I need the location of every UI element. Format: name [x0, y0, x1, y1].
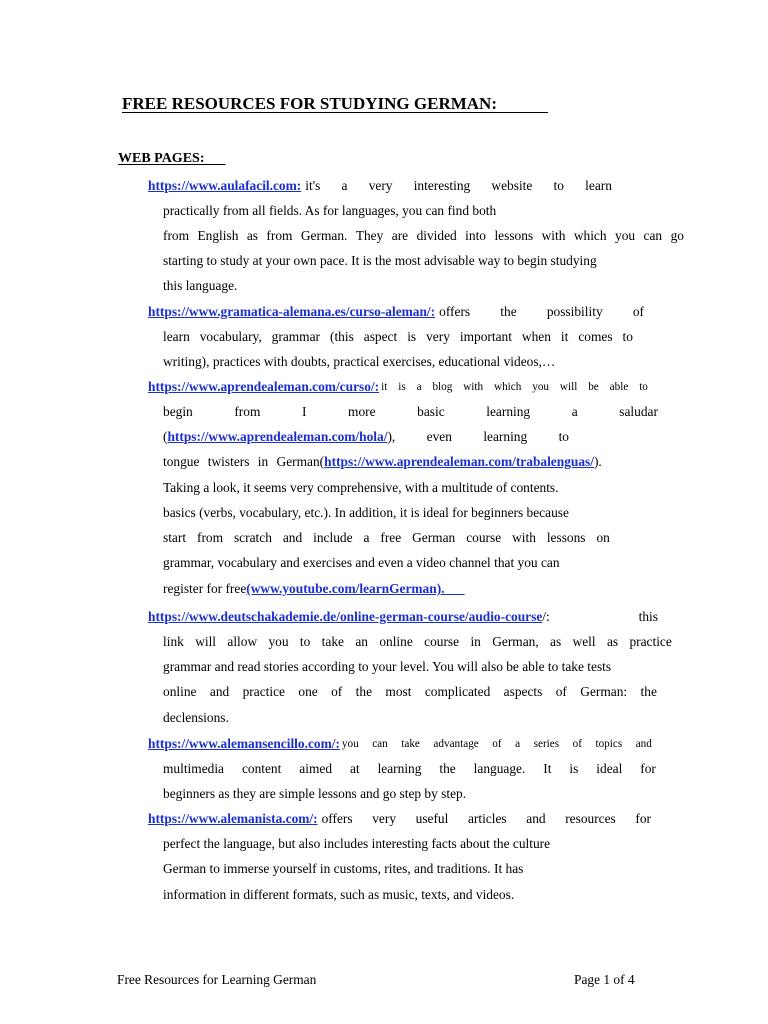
word: German:: [580, 684, 628, 699]
body-line: Taking a look, it seems very comprehensive, with a multitude of contents.: [163, 480, 559, 495]
word: learn: [163, 329, 190, 344]
word: free: [380, 530, 402, 545]
word: I: [301, 404, 307, 419]
word: interesting: [413, 178, 471, 193]
lead-text: [342, 736, 652, 753]
list-item: [143, 304, 644, 321]
word: for: [640, 761, 656, 776]
word: allow: [227, 634, 258, 649]
resource-link[interactable]: https://www.deutschakademie.de/online-german-course/audio-course: [148, 609, 543, 624]
word: a: [515, 738, 521, 750]
word: It: [543, 761, 552, 776]
bullet-lead: [143, 178, 301, 195]
word: the: [439, 761, 456, 776]
word: to: [299, 634, 311, 649]
youtube-link[interactable]: (www.youtube.com/learnGerman).: [246, 581, 465, 596]
word: very: [426, 329, 450, 344]
word: They: [355, 228, 384, 243]
page-number: Page 1 of 4: [574, 972, 635, 987]
word: well: [572, 634, 596, 649]
word: will: [195, 634, 217, 649]
word: at: [349, 761, 360, 776]
word: from: [163, 228, 190, 243]
section-heading-web-pages: WEB PAGES:: [118, 151, 226, 166]
word: is: [569, 761, 579, 776]
word: be: [588, 381, 599, 393]
word: as: [606, 634, 619, 649]
word: course: [424, 634, 460, 649]
word: the: [500, 304, 517, 319]
close-paren: ).: [593, 454, 602, 469]
word: you: [615, 228, 636, 243]
footer-title: Free Resources for Learning German: [117, 972, 317, 987]
word: practice: [242, 684, 285, 699]
word: to: [639, 381, 648, 393]
word: from: [266, 228, 293, 243]
bullet-lead: [143, 379, 379, 396]
resource-link[interactable]: https://www.aprendealeman.com/trabalenguas/: [324, 454, 594, 469]
word: very: [368, 178, 393, 193]
body-line: declensions.: [163, 710, 229, 725]
word: and: [282, 530, 303, 545]
body-line: [163, 634, 672, 650]
word: link: [163, 634, 184, 649]
word: most: [385, 684, 412, 699]
word: on: [596, 530, 610, 545]
link-group: [163, 429, 395, 445]
word: go: [670, 228, 684, 243]
body-line: German to immerse yourself in customs, rites, and traditions. It has: [163, 861, 524, 876]
body-line: practically from all fields. As for languages, you can find both: [163, 203, 497, 218]
body-line: [163, 581, 465, 597]
document-title: FREE RESOURCES FOR STUDYING GERMAN:: [122, 94, 548, 113]
word: vocabulary,: [199, 329, 262, 344]
word: German,: [492, 634, 539, 649]
word: offers: [321, 811, 353, 826]
word: take: [401, 738, 420, 750]
word: with: [512, 530, 536, 545]
word: in: [470, 634, 481, 649]
word: of: [572, 738, 582, 750]
body-line: [163, 404, 658, 420]
word: which: [494, 381, 522, 393]
word: a: [416, 381, 422, 393]
word: to: [622, 329, 633, 344]
word: take: [321, 634, 344, 649]
resource-link[interactable]: https://www.aprendealeman.com/hola/: [167, 429, 388, 444]
word: complicated: [424, 684, 491, 699]
word: a: [341, 178, 348, 193]
word: the: [640, 684, 657, 699]
word: ideal: [596, 761, 623, 776]
word: learning: [377, 761, 422, 776]
word: you: [341, 738, 359, 750]
body-line: [163, 530, 610, 546]
resource-link[interactable]: https://www.aulafacil.com:: [148, 178, 302, 193]
bullet-lead: [143, 609, 550, 626]
list-item: [143, 736, 652, 753]
word: articles: [467, 811, 507, 826]
word: advantage: [433, 738, 479, 750]
word: are: [391, 228, 409, 243]
list-item: [143, 379, 648, 396]
word: which: [573, 228, 607, 243]
word: very: [372, 811, 397, 826]
word: the: [355, 684, 373, 699]
word: basic: [417, 404, 445, 419]
word: ),: [387, 429, 396, 444]
body-line: writing), practices with doubts, practical exercises, educational videos,…: [163, 354, 556, 369]
word: grammar: [271, 329, 321, 344]
body-line: perfect the language, but also includes interesting facts about the culture: [163, 836, 551, 851]
word: and: [635, 738, 652, 750]
word: it: [381, 381, 388, 393]
word: lessons: [494, 228, 534, 243]
word: as: [246, 228, 258, 243]
bullet-lead: [143, 811, 318, 828]
word: useful: [415, 811, 449, 826]
word: you: [268, 634, 289, 649]
word: an: [355, 634, 368, 649]
word: website: [491, 178, 533, 193]
word: can: [372, 738, 388, 750]
word: scratch: [233, 530, 272, 545]
word: more: [348, 404, 376, 419]
word: learning: [486, 404, 531, 419]
word: begin: [163, 404, 193, 419]
word: of: [632, 304, 644, 319]
body-line: grammar, vocabulary and exercises and even a video channel that you can: [163, 555, 560, 570]
word: of: [555, 684, 567, 699]
resource-link[interactable]: https://www.gramatica-alemana.es/curso-aleman/:: [148, 304, 436, 319]
word: can: [643, 228, 663, 243]
word: learn: [585, 178, 612, 193]
open-paren: (: [163, 429, 168, 444]
word: aspects: [503, 684, 543, 699]
word: series: [533, 738, 560, 750]
word: online: [379, 634, 413, 649]
list-item: [143, 178, 612, 195]
word: language.: [473, 761, 526, 776]
word: to: [558, 429, 569, 444]
word: course: [466, 530, 502, 545]
text-run: register for free: [163, 581, 247, 596]
word: able: [609, 381, 629, 393]
list-item: [143, 811, 651, 828]
word: content: [241, 761, 282, 776]
word: with: [463, 381, 484, 393]
word: lessons: [546, 530, 586, 545]
list-item: [143, 609, 658, 626]
body-line: beginners as they are simple lessons and go step by step.: [163, 786, 467, 801]
word: topics: [595, 738, 623, 750]
bullet-lead: [143, 736, 340, 753]
resource-link[interactable]: https://www.alemansencillo.com/:: [148, 736, 340, 751]
word: possibility: [546, 304, 603, 319]
word: and: [526, 811, 546, 826]
body-line: [163, 684, 657, 700]
word: a: [571, 404, 578, 419]
word: blog: [432, 381, 453, 393]
lead-text: [439, 304, 644, 321]
word: practice: [629, 634, 672, 649]
body-line: [163, 429, 569, 445]
body-line: [163, 454, 602, 470]
body-line: [163, 761, 656, 777]
word: German.: [300, 228, 348, 243]
word: it: [560, 329, 569, 344]
word: into: [465, 228, 487, 243]
word: learning: [483, 429, 528, 444]
word: saludar: [619, 404, 658, 419]
word: for: [635, 811, 651, 826]
word: multimedia: [163, 761, 224, 776]
lead-text: [305, 178, 612, 195]
word: even: [426, 429, 452, 444]
word: resources: [565, 811, 616, 826]
word: aspect: [363, 329, 398, 344]
word: to: [553, 178, 564, 193]
body-line: starting to study at your own pace. It is the most advisable way to begin studying: [163, 253, 597, 268]
url-suffix: /:: [542, 609, 550, 624]
word: German: [412, 530, 456, 545]
word: is: [407, 329, 417, 344]
resource-link[interactable]: https://www.alemanista.com/:: [148, 811, 318, 826]
word: comes: [578, 329, 613, 344]
word: when: [521, 329, 551, 344]
word: divided: [416, 228, 457, 243]
word: with: [541, 228, 566, 243]
word: it's: [305, 178, 321, 193]
word: online: [163, 684, 197, 699]
word: and: [209, 684, 230, 699]
word: of: [492, 738, 502, 750]
word: offers: [439, 304, 471, 319]
word: from: [197, 530, 224, 545]
word: aimed: [299, 761, 333, 776]
body-line: [163, 329, 633, 345]
lead-text: this: [638, 609, 658, 624]
body-line: grammar and read stories according to your level. You will also be able to take tests: [163, 659, 612, 674]
body-line: information in different formats, such as music, texts, and videos.: [163, 887, 515, 902]
lead-text: [322, 811, 651, 828]
text-run: tongue twisters in German(: [163, 454, 325, 469]
body-line: [163, 228, 684, 244]
word: English: [197, 228, 239, 243]
word: you: [532, 381, 550, 393]
body-line: basics (verbs, vocabulary, etc.). In addition, it is ideal for beginners because: [163, 505, 569, 520]
word: a: [363, 530, 370, 545]
word: one: [298, 684, 318, 699]
word: start: [163, 530, 187, 545]
word: important: [459, 329, 512, 344]
bullet-lead: [143, 304, 435, 321]
body-line: this language.: [163, 278, 238, 293]
word: as: [550, 634, 562, 649]
word: of: [331, 684, 343, 699]
word: from: [234, 404, 261, 419]
lead-text: [381, 379, 648, 396]
resource-link[interactable]: https://www.aprendealeman.com/curso/:: [148, 379, 380, 394]
word: is: [398, 381, 406, 393]
word: will: [559, 381, 578, 393]
word: (this: [329, 329, 354, 344]
word: include: [313, 530, 353, 545]
